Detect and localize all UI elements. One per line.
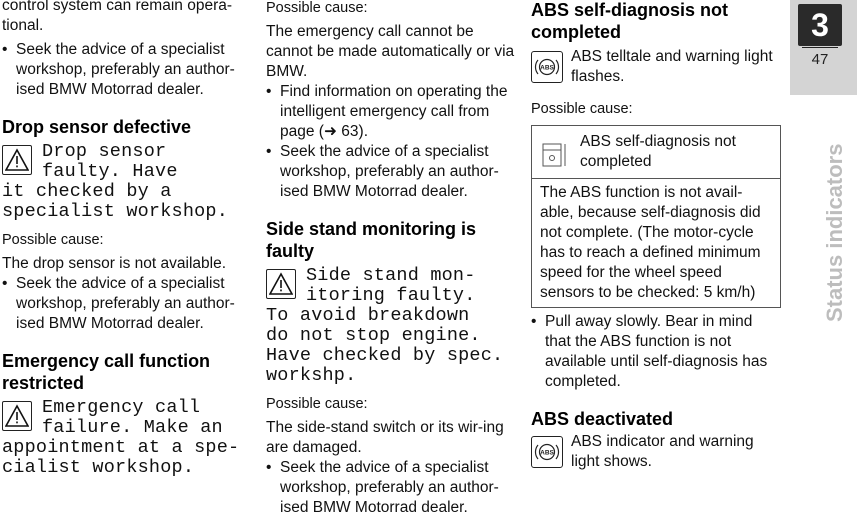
display-line: it checked by a <box>2 181 172 202</box>
warning-triangle-icon <box>2 145 32 175</box>
divider <box>802 47 838 48</box>
cause-label: Possible cause: <box>266 396 368 412</box>
drop-sensor-bullet: • Seek the advice of a specialist workshop, preferably an author-ised BMW Motorrad dealer. <box>2 274 254 334</box>
side-stand-heading: Side stand monitoring is faulty <box>266 219 477 261</box>
drop-sensor-heading: Drop sensor defective <box>2 117 192 137</box>
chapter-number: 3 <box>798 4 842 46</box>
abs-telltale-text: ABS telltale and warning light flashes. <box>571 48 773 85</box>
cause-text: The side-stand switch or its wir-ing are damaged. <box>266 419 504 456</box>
page-reference-bullet <box>266 82 518 142</box>
drop-sensor-display <box>2 142 254 222</box>
abs-box-text: The ABS function is not avail-able, because self-diagnosis did not complete. (The motor-cycle has to reach a defined minimum speed for the wheel speed sensors to be checked: 5 km/h) <box>540 184 761 301</box>
display-line: do not stop engine. <box>266 325 481 346</box>
display-line: failure. Make an <box>42 417 223 438</box>
display-line: Emergency call <box>42 397 201 418</box>
column-3 <box>531 0 781 472</box>
bullet-text: Find information on operating the intelligent emergency call from page <box>280 83 508 140</box>
abs-telltale-icon <box>531 436 563 468</box>
svg-text:ABS: ABS <box>540 449 554 457</box>
abs-deactivated-row <box>531 432 781 472</box>
cause-text: The drop sensor is not available. <box>2 255 227 272</box>
abs-telltale-icon <box>540 134 570 172</box>
warning-triangle-icon <box>2 401 32 431</box>
abs-diagnosis-heading: ABS self-diagnosis not completed <box>531 0 729 42</box>
abs-deactivated-text: ABS indicator and warning light shows. <box>571 433 754 470</box>
display-line: Side stand mon- <box>306 265 476 286</box>
emergency-call-display <box>2 398 254 478</box>
abs-deactivated-heading: ABS deactivated <box>531 409 674 429</box>
display-line: To avoid breakdown <box>266 305 470 326</box>
abs-telltale-row <box>531 47 781 87</box>
intro-text: control system can remain opera-tional. <box>2 0 233 34</box>
cause-label: Possible cause: <box>266 0 368 16</box>
side-stand-display <box>266 266 518 386</box>
side-stand-bullet: • Seek the advice of a specialist workshop, preferably an author-ised BMW Motorrad dealer. <box>266 458 518 518</box>
abs-diagnosis-box <box>531 125 781 308</box>
cause-label: Possible cause: <box>2 232 104 248</box>
display-line: itoring faulty. <box>306 285 476 306</box>
cause-label: Possible cause: <box>531 101 633 117</box>
page-number: 63 <box>341 123 359 140</box>
emergency-call-heading: Emergency call function restricted <box>2 351 211 393</box>
cause-text: The emergency call cannot be cannot be made automatically or via BMW. <box>266 23 515 80</box>
display-line: appointment at a spe- <box>2 437 240 458</box>
display-line: cialist workshop. <box>2 457 195 478</box>
abs-box-title: ABS self-diagnosis not completed <box>580 133 736 170</box>
svg-text:ABS: ABS <box>540 64 554 72</box>
page-link[interactable]: (➜ 63). <box>318 123 368 140</box>
column-1 <box>2 0 254 478</box>
display-line: specialist workshop. <box>2 201 229 222</box>
page-number: 47 <box>811 51 829 68</box>
arrow-right-icon: ➜ <box>323 123 337 140</box>
abs-telltale-icon <box>531 51 563 83</box>
column-2 <box>266 0 518 518</box>
intro-bullet: • Seek the advice of a specialist workshop, preferably an author-ised BMW Motorrad dealer. <box>2 40 254 100</box>
abs-diagnosis-bullet: • Pull away slowly. Bear in mind that the ABS function is not available until self-diagnosis has completed. <box>531 312 781 392</box>
warning-triangle-icon <box>266 269 296 299</box>
section-title: Status indicators <box>822 143 847 322</box>
display-line: Drop sensor <box>42 141 167 162</box>
workshop-bullet: • Seek the advice of a specialist workshop, preferably an author-ised BMW Motorrad dealer. <box>266 142 518 202</box>
display-line: faulty. Have <box>42 161 178 182</box>
display-line: workshp. <box>266 365 357 386</box>
abs-diagnosis-box-header <box>532 126 780 179</box>
display-line: Have checked by spec. <box>266 345 504 366</box>
